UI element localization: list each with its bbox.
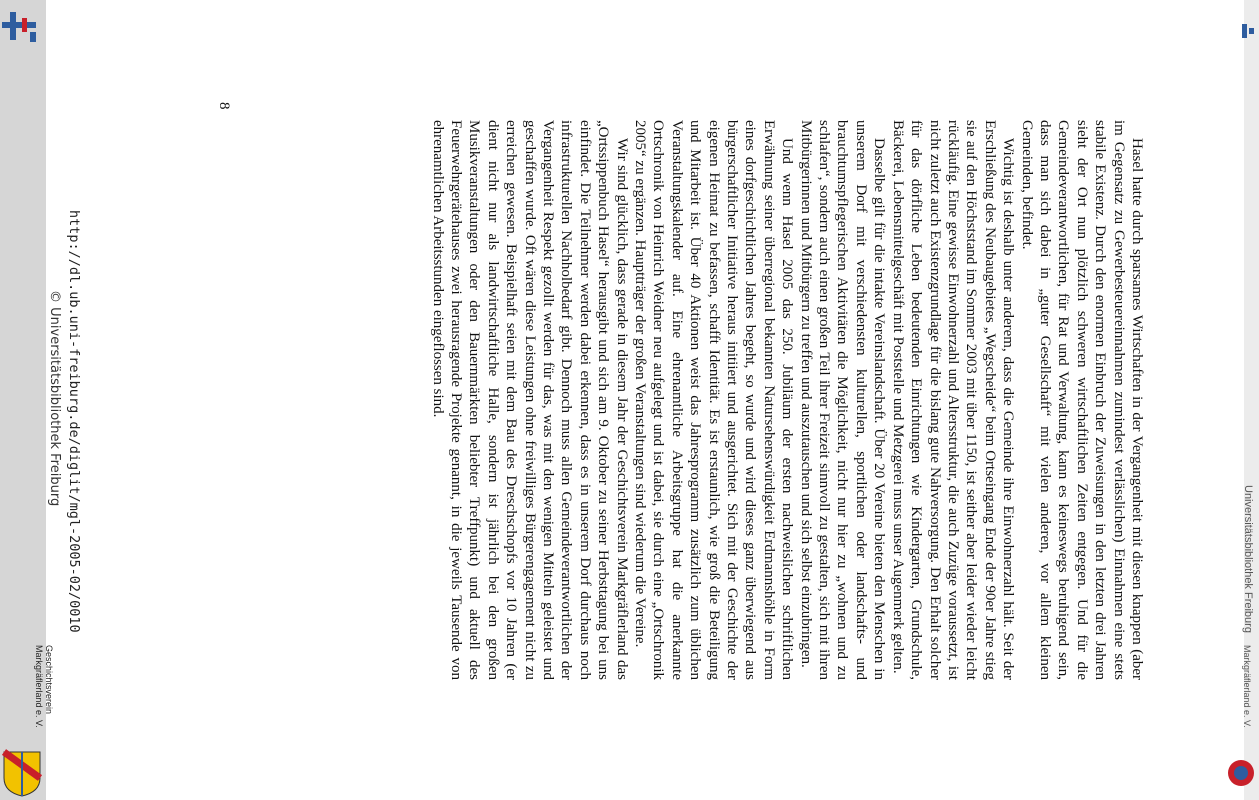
page-number: 8: [216, 102, 232, 110]
paragraph: Hasel hatte durch sparsames Wirtschaften in der Vergangenheit mit diesen knappen (aber im Gegensatz zu Gewerbesteuereinnahmen zumindest verlässlichen) Einnahmen eine stets stabile Existenz. Durch den enormen Einbruch der Zuweisungen in den letzten drei Jahren sieht der Ort nun plötzlich schweren wirtschaftlichen Zeiten entgegen. Und für die Gemeindeverantwortlichen, für Rat und Verwaltung, kann es keineswegs beruhigend sein, dass man sich dabei in „guter Gesellschaft“ mit vielen anderen, vor allem kleinen Gemeinden, befindet.: [1018, 120, 1145, 680]
body-text: [428, 120, 1146, 680]
edge-text-bottom: Markgräflerland e. V.: [1242, 645, 1252, 728]
paragraph: Dasselbe gilt für die intakte Vereinslandschaft. Über 20 Vereine bieten den Menschen in unserem Dorf mit verschiedensten kulturellen, sportlichen oder landschafts- und brauchtumspflegerischen Aktivitäten die Möglichkeit, nicht nur hier zu „wohnen und zu schlafen“, sondern auch einen großen Teil ihrer Freizeit sinnvoll zu gestalten, sich mit ihren Mitbürgerinnen und Mitbürgern zu treffen und auszutauschen und sich selbst einzubringen.: [797, 120, 888, 680]
library-seal-icon: [1226, 758, 1256, 788]
copyright-notice: © Universitätsbibliothek Freiburg: [47, 290, 62, 507]
society-name-line1: Geschichtsverein: [44, 645, 54, 715]
society-name: [34, 645, 54, 728]
document-page: [34, 0, 1254, 800]
society-name-line2: Markgräflerland e. V.: [34, 645, 44, 728]
paragraph: Und wenn Hasel 2005 das 250. Jubiläum der ersten nachweislichen schriftlichen Erwähnung seiner überregional bekannten Natursehenswürdigkeit Erdmannshöhle in Form eines dorfgeschichtlichen Jahres begeht, so wurde und wird dieses ganz überwiegend aus bürgerschaftlicher Initiative heraus initiiert und ausgerichtet. Sich mit der Geschichte der eigenen Heimat zu befassen, schafft Identität. Es ist erstaunlich, wie groß die Beteiligung und Mitarbeit ist. Über 40 Aktionen weist das Jahresprogramm zusätzlich zum üblichen Veranstaltungskalender auf. Eine ehrenamtliche Arbeitsgruppe hat die anerkannte Ortschronik von Heinrich Weidner neu aufgelegt und ist dabei, sie durch eine „Ortschronik 2005“ zu ergänzen. Hauptträger der großen Veranstaltungen sind wiederum die Vereine.: [632, 120, 796, 680]
edge-text-top: Universitätsbibliothek Freiburg: [1242, 485, 1254, 633]
viewer-mark-icon: [1240, 22, 1256, 40]
paragraph: Wir sind glücklich, dass gerade in diesem Jahr der Geschichtsverein Markgräflerland das „Ortssippenbuch Hasel“ herausgibt und sich am 9. Oktober zu seiner Herbsttagung bei uns einfindet. Die Teilnehmer werden dabei erkennen, dass es in unserem Dorf durchaus noch infrastrukturellen Nachholbedarf gibt. Dennoch muss allen Gemeindeverantwortlichen der Vergangenheit Respekt gezollt werden für das, was mit den wenigen Mitteln geleistet und geschaffen wurde. Oft wären diese Leistungen ohne freiwilliges Bürgerengagement nicht zu erreichen gewesen. Beispielhaft seien mit dem Bau des Dreschschopfs vor 10 Jahren (er dient nicht nur als landwirtschaftliche Halle, sondern ist jährlich bei den großen Musikveranstaltungen oder den Bauernmärkten beliebter Treffpunkt) und aktuell des Feuerwehrgerätehauses zwei herausragende Projekte genannt, in die jeweils Tausende von ehrenamtlichen Arbeitsstunden eingeflossen sind.: [429, 120, 630, 680]
society-logo-icon: [0, 748, 44, 798]
viewer-logo-icon: [0, 8, 46, 48]
paragraph: Wichtig ist deshalb unter anderem, dass die Gemeinde ihre Einwohnerzahl hält. Seit der Erschließung des Neubaugebietes „Wegscheide“ beim Ortseingang Ende der 90er Jahre stieg sie auf den Höchststand im Sommer 2003 mit über 1150, ist seither aber leider wieder leicht rückläufig. Eine gewisse Einwohnerzahl und Altersstruktur, die auch Zuzüge voraussetzt, ist nicht zuletzt auch Existenzgrundlage für die bislang gute Nahversorgung. Den Erhalt solcher für das dörfliche Leben bedeutenden Einrichtungen wie Kindergarten, Grundschule, Bäckerei, Lebensmittelgeschäft mit Poststelle und Metzgerei muss unser Augenmerk gelten.: [889, 120, 1017, 680]
source-url[interactable]: http://dl.ub.uni-freiburg.de/diglit/mgl-2005-02/0010: [66, 210, 82, 633]
